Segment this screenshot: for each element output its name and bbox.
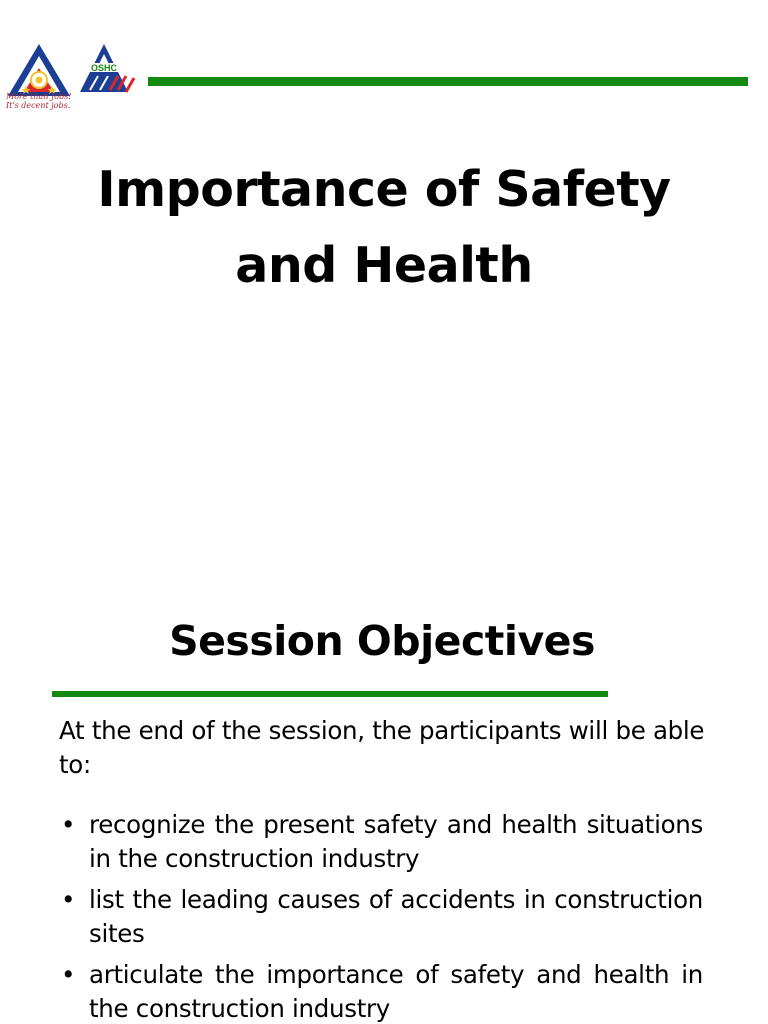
- logo-group: [6, 42, 140, 116]
- tagline-line-2: It's decent jobs.: [6, 101, 71, 110]
- intro-text: At the end of the session, the participants will be able to:: [59, 716, 705, 779]
- logo-tagline: [6, 92, 78, 110]
- section-divider: [52, 691, 608, 697]
- objective-text: recognize the present safety and health situations in the construction industry: [89, 810, 703, 873]
- oshc-logo-icon: [76, 42, 138, 94]
- header-divider: [148, 77, 748, 86]
- oshc-logo-label: OSHC: [90, 63, 118, 73]
- bullet-icon: •: [61, 960, 76, 989]
- page-title: [0, 152, 768, 304]
- objectives-list: [59, 808, 703, 1024]
- dole-triangle-seal-icon: [6, 42, 72, 98]
- page-title-line-1: Importance of Safety: [97, 161, 671, 218]
- objective-text: articulate the importance of safety and health in the construction industry: [89, 960, 703, 1023]
- tagline-line-1: More than Jobs!: [6, 92, 72, 101]
- objective-text: list the leading causes of accidents in construction sites: [89, 885, 703, 948]
- page-title-line-2: and Health: [235, 237, 533, 294]
- bullet-icon: •: [61, 885, 76, 914]
- objective-item: [59, 883, 703, 951]
- objectives-slide: [0, 560, 768, 1024]
- section-title: Session Objectives: [169, 617, 595, 665]
- objective-item: [59, 958, 703, 1024]
- objective-item: [59, 808, 703, 876]
- bullet-icon: •: [61, 810, 76, 839]
